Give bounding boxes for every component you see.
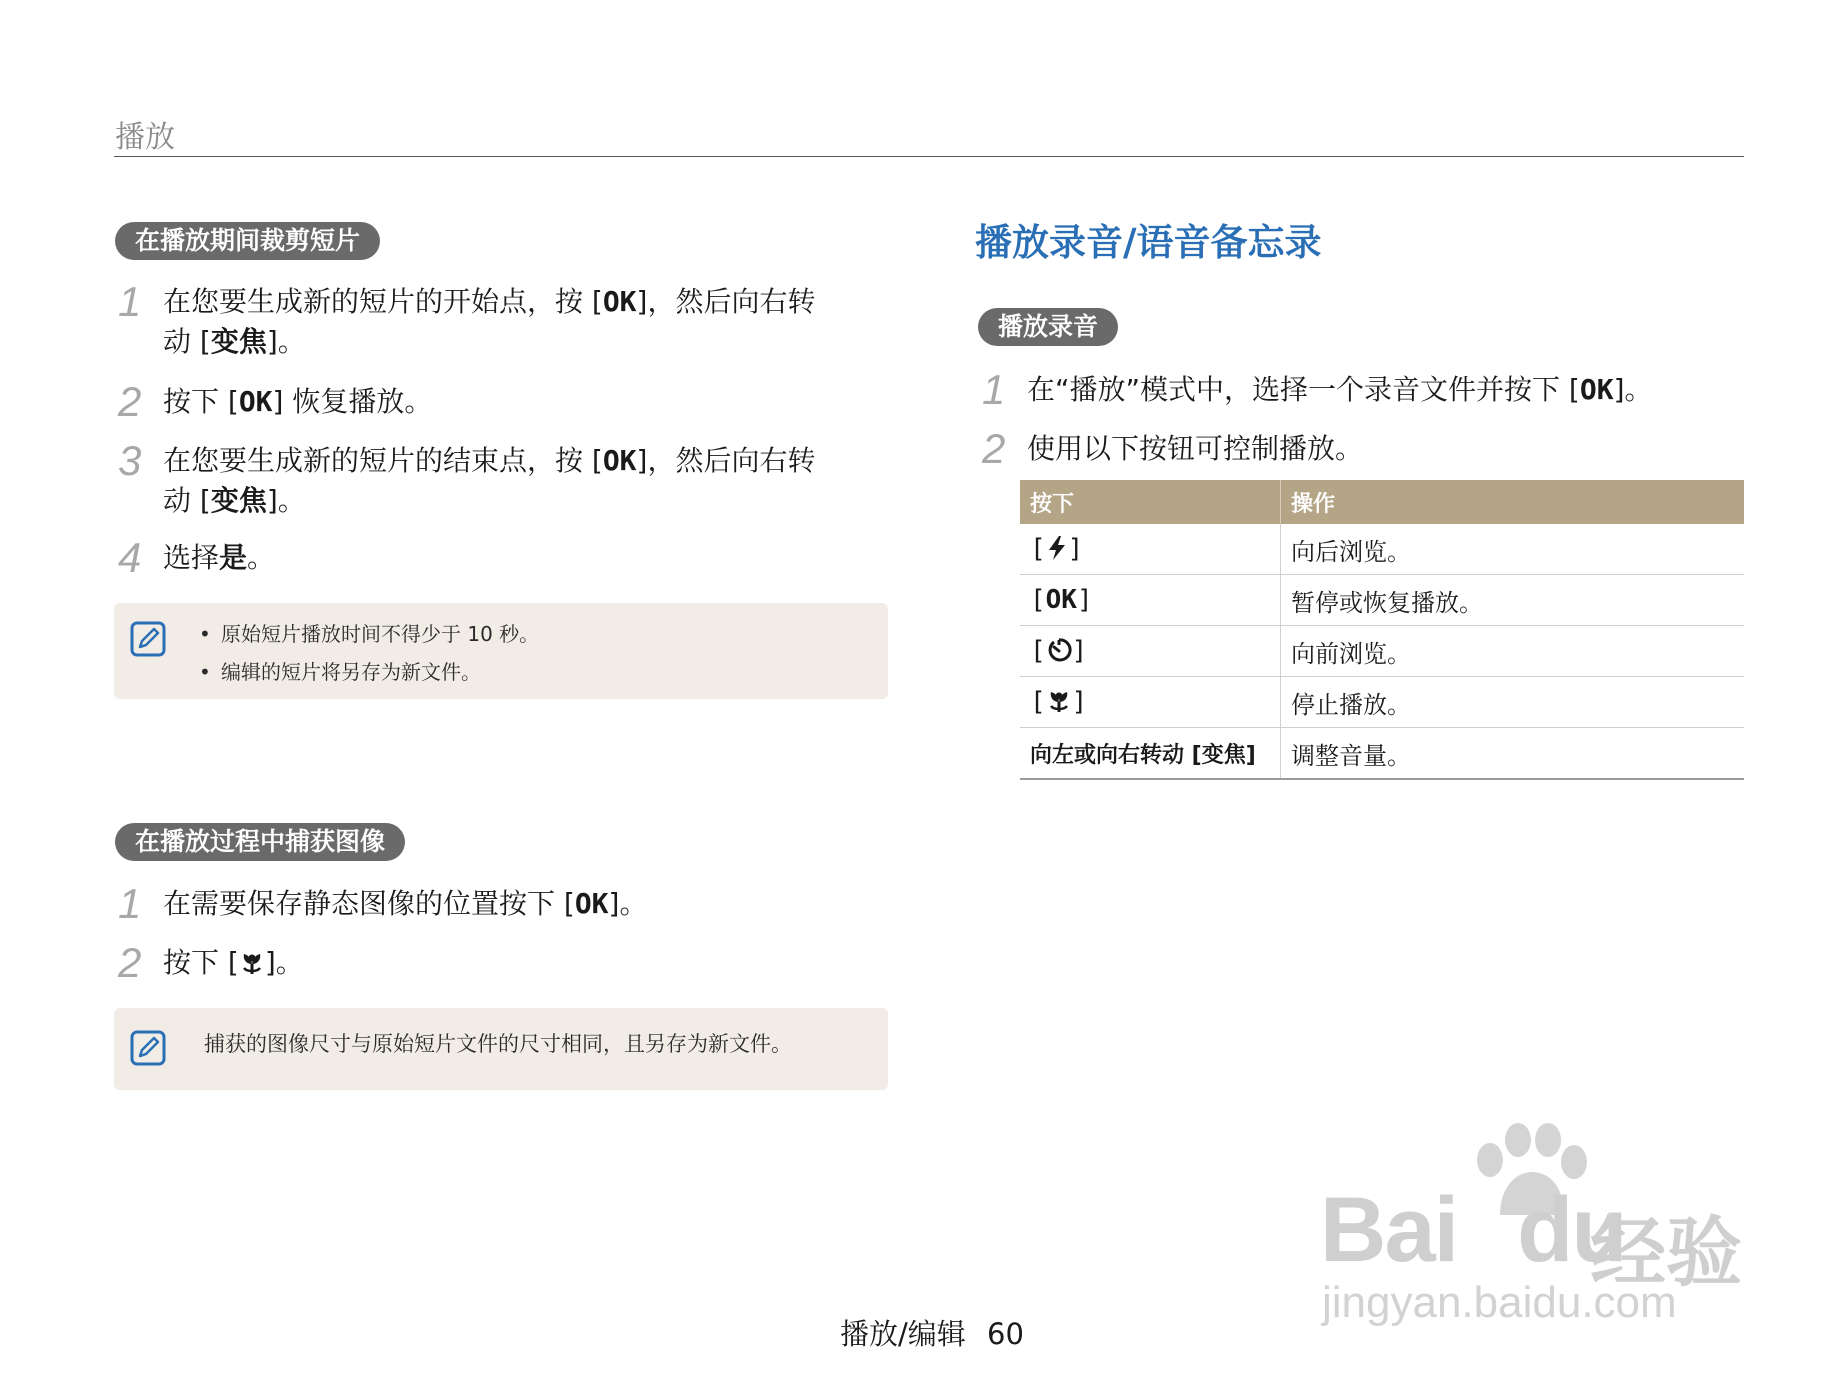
key-bracket-open: [: [1030, 585, 1046, 615]
step-text-part: ]。: [266, 325, 306, 358]
header-rule: [114, 156, 1744, 157]
step-text-part: ]。: [608, 887, 648, 920]
table-cell-action: 调整音量。: [1281, 728, 1745, 780]
step-text-part: 在您要生成新的短片的结束点，按 [: [163, 444, 603, 477]
step-text: [163, 282, 815, 362]
step-text-part: ]，然后向右转: [636, 285, 816, 318]
flash-icon: [1046, 535, 1068, 561]
step-number: 2: [982, 425, 1006, 472]
note-list: [199, 615, 539, 691]
key-bracket-close: ]: [1076, 585, 1093, 615]
table-cell-action: 向后浏览。: [1281, 524, 1745, 575]
step-text-part: ]。: [264, 946, 304, 979]
note-pencil-icon: [130, 1030, 166, 1066]
step-text-part: ] 恢复播放。: [272, 385, 433, 418]
step-text-part: 使用以下按钮可控制播放。: [1027, 432, 1364, 465]
watermark-brand-part: du: [1517, 1179, 1626, 1281]
ok-key: OK: [602, 285, 637, 318]
step-number: 3: [118, 437, 142, 484]
note-text: 捕获的图像尺寸与原始短片文件的尺寸相同，且另存为新文件。: [204, 1032, 792, 1056]
yes-option: 是: [219, 541, 248, 574]
capture-section-label: 在播放过程中捕获图像: [115, 823, 405, 861]
key-bracket-close: ]: [1071, 636, 1088, 666]
step-text: [163, 538, 275, 578]
step-number: 2: [118, 378, 142, 425]
table-row: [1020, 728, 1744, 780]
table-cell-action: 向前浏览。: [1281, 626, 1745, 677]
trim-section-label: 在播放期间裁剪短片: [115, 222, 380, 260]
watermark-url: jingyan.baidu.com: [1322, 1278, 1677, 1327]
key-bracket-open: [: [1030, 636, 1046, 666]
footer-section: 播放/编辑: [840, 1317, 966, 1351]
step-text-part: 动 [: [163, 325, 211, 358]
step-text-part: 选择: [163, 541, 220, 574]
step-number: 1: [118, 278, 142, 325]
step-text-part: 在需要保存静态图像的位置按下 [: [163, 887, 575, 920]
ok-key: OK: [1579, 373, 1614, 406]
step-text: [163, 884, 647, 924]
playback-section-label: 播放录音: [978, 308, 1118, 346]
page-footer: [840, 1312, 1024, 1353]
step-number: 1: [118, 880, 142, 927]
table-row: [1020, 677, 1744, 728]
step-text: [163, 382, 432, 422]
macro-icon: [1046, 688, 1072, 714]
key-bracket-open: [: [1030, 534, 1046, 564]
macro-icon: [239, 950, 265, 976]
table-row: [1020, 524, 1744, 575]
note-item: • 原始短片播放时间不得少于 10 秒。: [199, 615, 539, 653]
table-cell-key: [1020, 524, 1281, 575]
step-text-part: 按下 [: [163, 385, 239, 418]
table-header-press: 按下: [1020, 480, 1281, 524]
self-timer-icon: [1046, 637, 1072, 663]
table-cell-key: [1020, 677, 1281, 728]
step-text-part: 在“播放”模式中，选择一个录音文件并按下 [: [1027, 373, 1580, 406]
capture-note-box: [114, 1008, 888, 1090]
key-bracket-open: [: [1030, 687, 1046, 717]
step-text: [163, 943, 304, 983]
step-text-part: ]。: [1613, 373, 1653, 406]
trim-note-box: [114, 603, 888, 699]
table-cell-key: [1020, 626, 1281, 677]
zoom-key: 变焦: [210, 325, 267, 358]
table-row: [1020, 575, 1744, 626]
step-number: 1: [982, 366, 1006, 413]
table-cell-action: 停止播放。: [1281, 677, 1745, 728]
step-number: 2: [118, 939, 142, 986]
ok-key: OK: [602, 444, 637, 477]
button-operation-table: [1020, 480, 1744, 780]
ok-key: OK: [1045, 585, 1077, 615]
step-text-part: ]，然后向右转: [636, 444, 816, 477]
table-header-action: 操作: [1281, 480, 1745, 524]
key-bracket-close: ]: [1071, 687, 1088, 717]
step-text-part: 。: [247, 541, 276, 574]
table-cell-key: [1020, 575, 1281, 626]
key-bracket-close: ]: [1067, 534, 1084, 564]
table-row: [1020, 626, 1744, 677]
step-text: [1027, 370, 1653, 410]
watermark-brand: [1320, 1178, 1626, 1283]
step-text-part: 按下 [: [163, 946, 239, 979]
step-text: [163, 441, 815, 521]
table-header-row: [1020, 480, 1744, 524]
step-text: [1027, 429, 1363, 469]
table-cell-key: 向左或向右转动 [变焦]: [1020, 728, 1281, 780]
step-text-part: 在您要生成新的短片的开始点，按 [: [163, 285, 603, 318]
ok-key: OK: [238, 385, 273, 418]
step-text-part: ]。: [266, 484, 306, 517]
step-text-part: 动 [: [163, 484, 211, 517]
page-number: 60: [987, 1317, 1024, 1351]
zoom-key: 变焦: [210, 484, 267, 517]
watermark-cn: 经验: [1590, 1208, 1742, 1297]
table-cell-action: 暂停或恢复播放。: [1281, 575, 1745, 626]
watermark-brand-part: Bai: [1320, 1179, 1458, 1281]
step-number: 4: [118, 534, 142, 581]
note-pencil-icon: [130, 621, 166, 657]
section-header: 播放: [115, 120, 175, 155]
main-title: 播放录音/语音备忘录: [975, 221, 1322, 264]
ok-key: OK: [574, 887, 609, 920]
note-item: • 编辑的短片将另存为新文件。: [199, 653, 539, 691]
